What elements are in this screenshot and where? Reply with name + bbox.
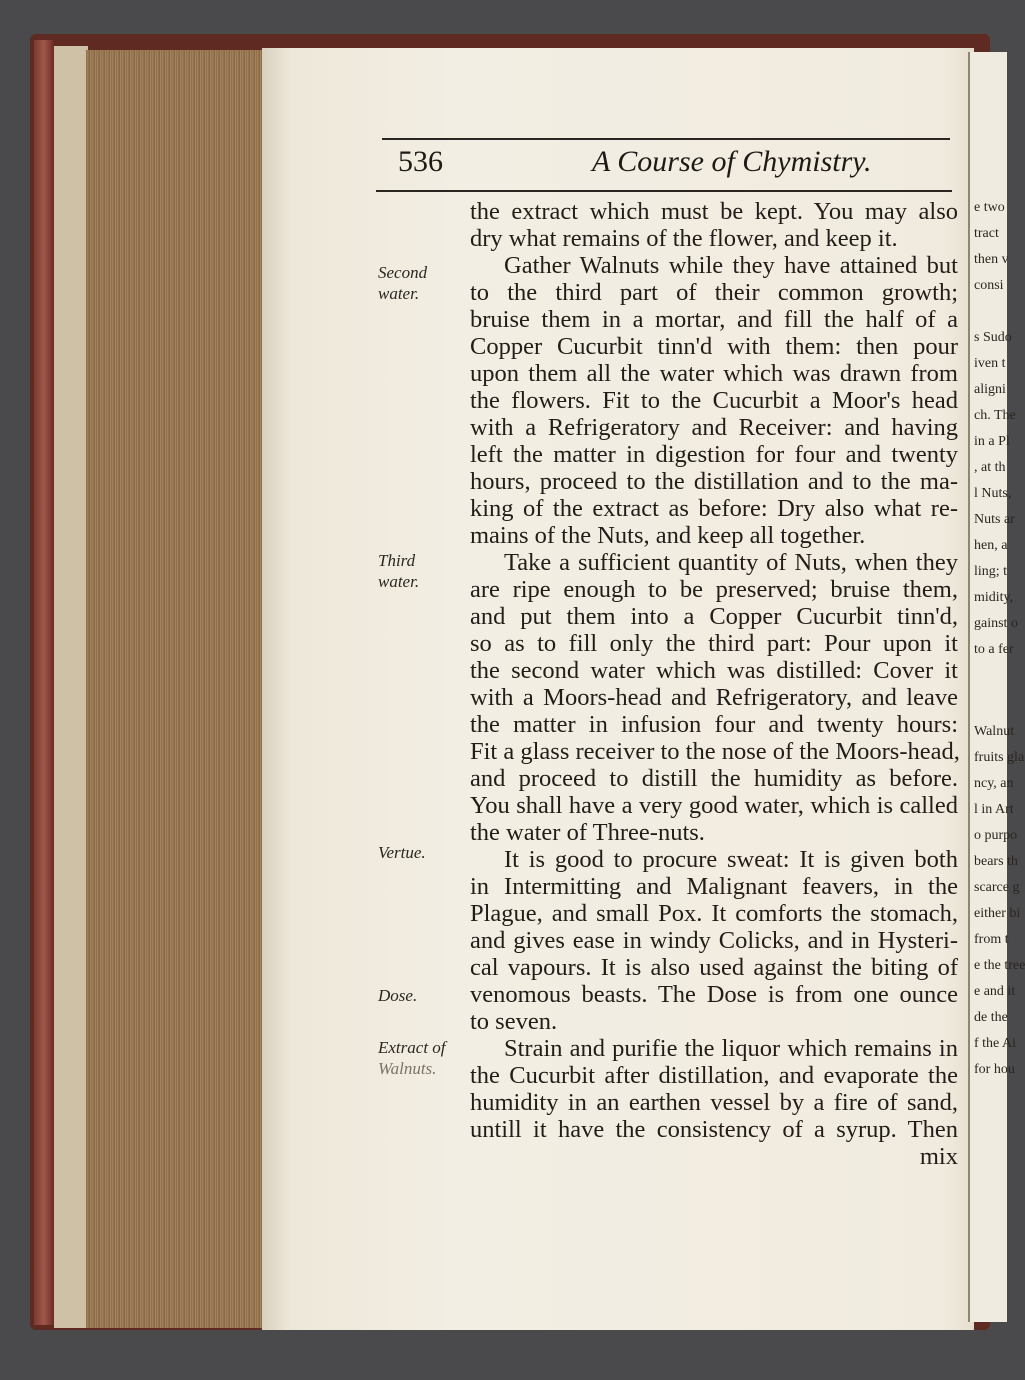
right-page-fragment: consi [974,278,1004,293]
right-page-fragment: midity, [974,590,1014,605]
text-line: with a Refrigeratory and Receiver: and having [470,414,958,441]
text-line: king of the extract as before: Dry also what re- [470,495,958,522]
flyleaf [54,46,88,1328]
margin-note-third-water [378,550,419,592]
text-line: the second water which was distilled: Cover it [470,657,958,684]
right-page-fragment: Nuts ar [974,512,1015,527]
right-page-fragment: scarce g [974,880,1020,895]
text-line: dry what remains of the flower, and keep it. [470,225,898,252]
right-page-fragment: e and it [974,984,1016,999]
right-page-fragment: hen, a [974,538,1008,553]
text-line: untill it have the consistency of a syrup. Then [470,1116,958,1143]
body-text [470,198,958,1170]
margin-note-line: Walnuts. [378,1059,437,1078]
right-page-fragment: tract [974,226,999,241]
text-line: Copper Cucurbit tinn'd with them: then pour [470,333,958,360]
margin-note-line: water. [378,284,420,303]
text-line: the Cucurbit after distillation, and evaporate the [470,1062,958,1089]
right-page-fragment: bears th [974,854,1018,869]
right-page-fragment: iven t [974,356,1006,371]
text-line: and put them into a Copper Cucurbit tinn'd, [470,603,958,630]
text-line: Plague, and small Pox. It comforts the stomach, [470,900,958,927]
right-page-fragment: o purpo [974,828,1018,843]
text-line: the flowers. Fit to the Cucurbit a Moor's head [470,387,958,414]
text-line: so as to fill only the third part: Pour upon it [470,630,958,657]
cover-edge [34,40,54,1325]
right-page-fragment: either bi [974,906,1021,921]
margin-note-line: Extract of [378,1038,446,1057]
text-line: to seven. [470,1008,558,1035]
text-line: the water of Three-nuts. [470,819,705,846]
margin-note-line: water. [378,572,420,591]
right-page-fragment: s Sudo [974,330,1012,345]
right-page-fragment: aligni [974,382,1006,397]
right-page-fragment: e two [974,200,1005,215]
text-line: are ripe enough to be preserved; bruise them, [470,576,958,603]
margin-note-second-water [378,262,427,304]
text-line: mains of the Nuts, and keep all together. [470,522,866,549]
text-line: cal vapours. It is also used against the biting of [470,954,958,981]
right-page-fragment: gainst o [974,616,1018,631]
text-line: and proceed to distill the humidity as before. [470,765,958,792]
right-page-fragment: l Nuts, [974,486,1012,501]
right-page-fragment: Walnut [974,724,1015,739]
text-line: bruise them in a mortar, and fill the half of a [470,306,958,333]
text-line: hours, proceed to the distillation and to the ma- [470,468,958,495]
right-page-fragment: e the tree [974,958,1025,973]
text-line: It is good to procure sweat: It is given both [504,846,958,873]
text-line: the extract which must be kept. You may also [470,198,958,225]
page-number: 536 [398,145,443,178]
margin-note-line: Dose. [378,986,418,1005]
right-page-fragment: for hou [974,1062,1015,1077]
header-rule-bottom [376,190,952,192]
right-page-fragment: fruits gla [974,750,1025,765]
text-line: Fit a glass receiver to the nose of the Moors-head, [470,738,960,765]
right-page-fragment: de the [974,1010,1008,1025]
text-line: to the third part of their common growth; [470,279,958,306]
text-line: upon them all the water which was drawn from [470,360,958,387]
text-line: venomous beasts. The Dose is from one ounce [470,981,958,1008]
margin-note-dose [378,985,417,1006]
right-page-fragment: from t [974,932,1009,947]
right-page-fragment: , at th [974,460,1006,475]
right-page-fragment: to a fer [974,642,1014,657]
text-line: humidity in an earthen vessel by a fire of sand, [470,1089,958,1116]
text-line: with a Moors-head and Refrigeratory, and leave [470,684,958,711]
right-page-fragment: l in Art [974,802,1014,817]
text-line: Gather Walnuts while they have attained but [504,252,958,279]
right-page-fragment: in a Pl [974,434,1010,449]
margin-note-extract [378,1037,446,1079]
margin-note-vertue [378,842,426,863]
text-line: Take a sufficient quantity of Nuts, when they [504,549,958,576]
right-page-edge [968,52,1025,1322]
right-page-fragment: ch. The [974,408,1016,423]
margin-note-line: Vertue. [378,843,426,862]
margin-note-line: Second [378,263,428,282]
catchword: mix [919,1143,958,1170]
margin-note-line: Third [378,551,416,570]
page-block-edge [86,50,264,1328]
text-line: You shall have a very good water, which is called [470,792,958,819]
text-line: left the matter in digestion for four and twenty [470,441,958,468]
header-rule-top [382,138,950,140]
running-title: A Course of Chymistry. [592,145,872,178]
text-line: in Intermitting and Malignant feavers, in the [470,873,958,900]
text-line: and gives ease in windy Colicks, and in Hysteri- [470,927,958,954]
right-page-fragment: ling; t [974,564,1008,579]
text-line: the matter in infusion four and twenty hours: [470,711,958,738]
right-page-fragment: then v [974,252,1009,267]
right-page-fragment: ncy, an [974,776,1014,791]
text-line: Strain and purifie the liquor which remains in [504,1035,958,1062]
right-page-fragment: f the Ai [974,1036,1016,1051]
